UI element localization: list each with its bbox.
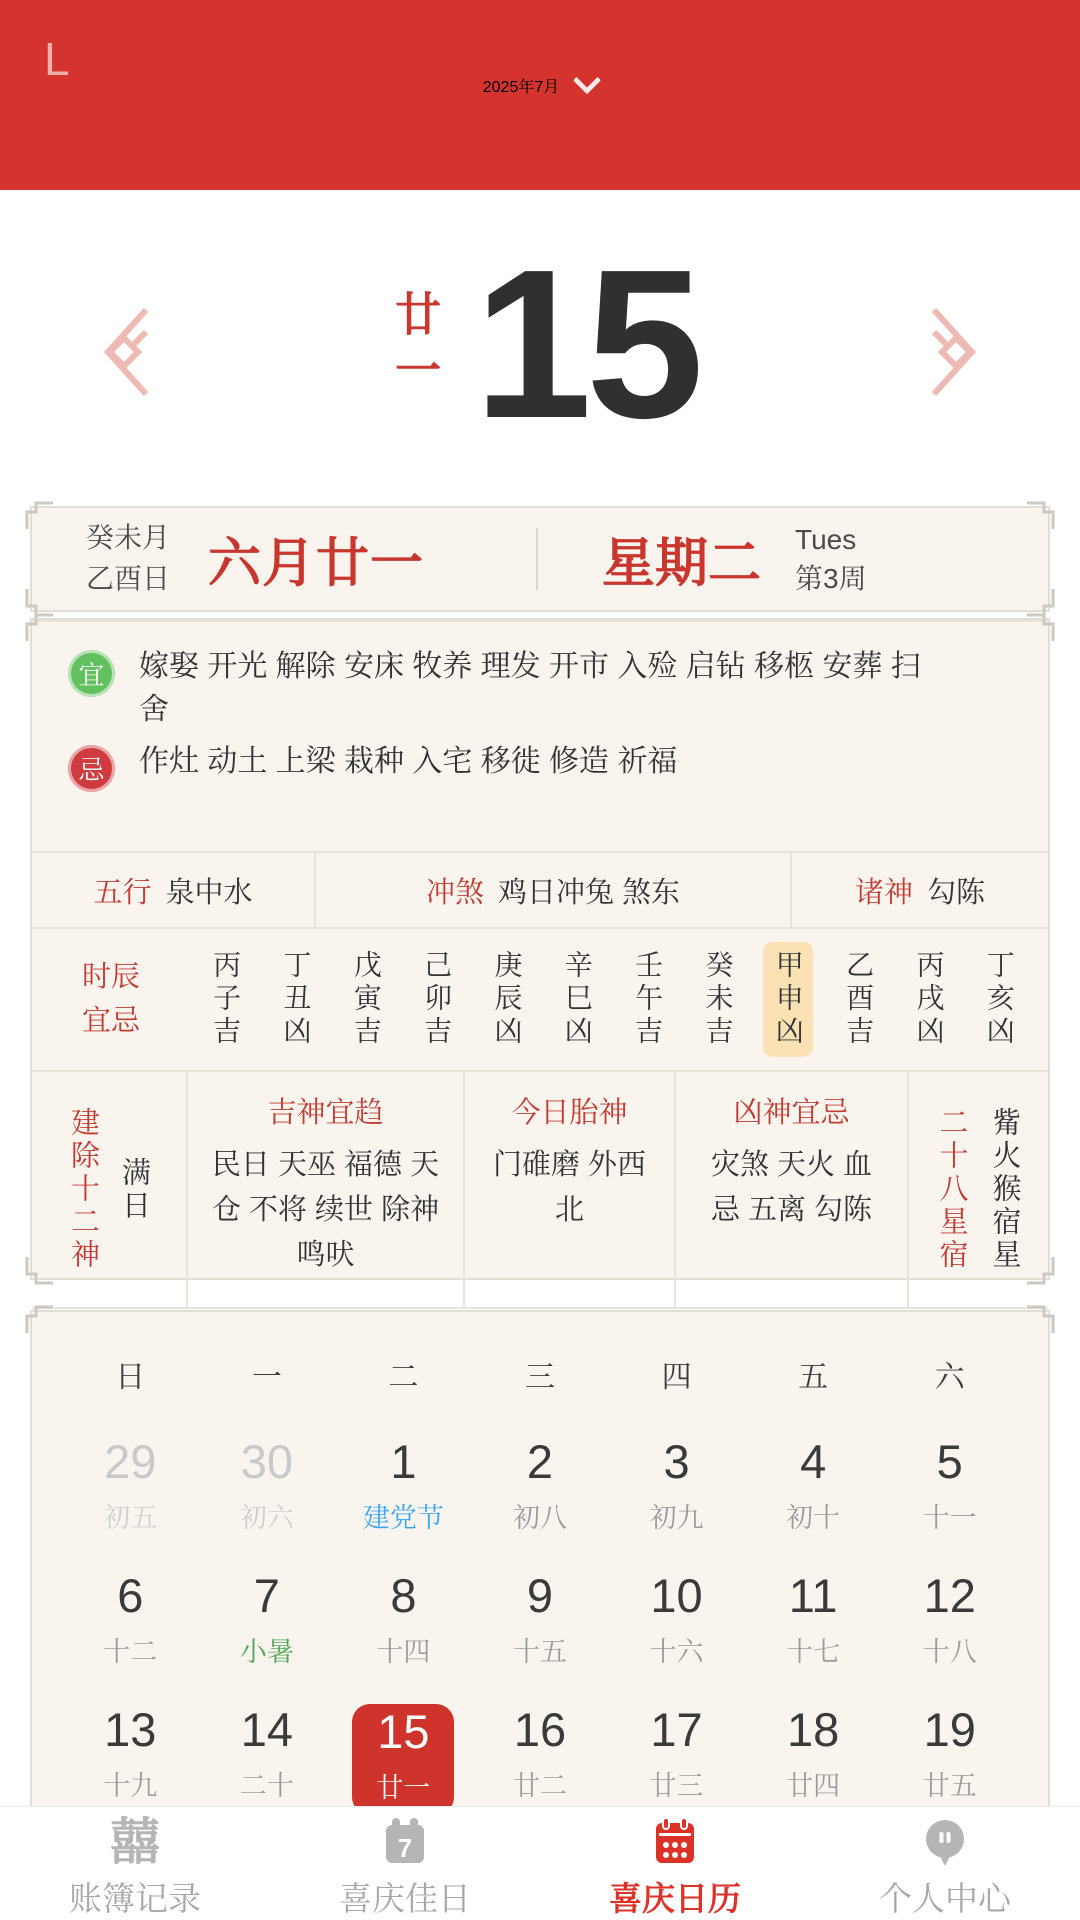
day-hero (0, 190, 1080, 505)
evil-gods-cell (674, 1072, 907, 1307)
card-corner-ornament (24, 1256, 54, 1286)
hour-column: 己卯吉 (421, 950, 453, 1049)
calendar-day-selected[interactable]: 15 廿一 (335, 1704, 472, 1822)
mansion-value: 觜火猴宿星 (988, 1107, 1021, 1272)
jianchu-label: 建除十二神 (67, 1107, 99, 1272)
mansion-label: 二十八星宿 (935, 1107, 968, 1272)
week-meta-block (795, 520, 867, 598)
chevron-down-icon (573, 66, 601, 94)
fetal-god-cell (463, 1072, 674, 1307)
hour-column: 丙戌凶 (913, 950, 945, 1049)
calendar-day[interactable]: 13 十九 (103, 1703, 158, 1801)
hours-luck-label: 时辰宜忌 (81, 961, 140, 1037)
deities-value: 勾陈 (927, 876, 986, 909)
calendar-day[interactable]: 5 十一 (922, 1435, 977, 1533)
bottom-tab-bar (0, 1806, 1080, 1920)
weekday-header: 六 (934, 1361, 965, 1394)
auspicious-row (68, 646, 1048, 731)
jianchu-value: 满日 (118, 1156, 150, 1223)
calendar-day[interactable]: 14 二十 (239, 1703, 294, 1801)
hour-column: 丙子吉 (210, 950, 242, 1049)
calendar-day[interactable]: 7 小暑 (239, 1569, 294, 1667)
hour-column: 戊寅吉 (350, 950, 382, 1049)
hero-lunar-day: 廿一 (389, 290, 442, 402)
calendar-day[interactable]: 11 十七 (786, 1569, 841, 1667)
calendar-grid-icon (648, 1815, 702, 1869)
card-corner-ornament (1026, 1256, 1056, 1286)
week-number: 第3周 (795, 563, 867, 594)
card-corner-ornament (24, 500, 54, 530)
fetal-god-value: 门碓磨 外西北 (492, 1149, 647, 1226)
jianchu-cell (32, 1072, 186, 1307)
five-elements-value: 泉中水 (165, 876, 253, 909)
hour-column: 乙酉吉 (843, 950, 875, 1049)
hours-luck-row (32, 927, 1048, 1070)
weekday: 星期二 (602, 534, 762, 593)
card-corner-ornament (1026, 1304, 1056, 1334)
ganzhi-month: 癸未月 (86, 522, 171, 554)
svg-text:7: 7 (397, 1833, 413, 1863)
fetal-god-label: 今日胎神 (511, 1097, 628, 1129)
hour-column: 辛巳凶 (561, 950, 593, 1049)
deities-label: 诸神 (854, 876, 913, 909)
weekday-header: 四 (661, 1361, 692, 1394)
gods-section (32, 1070, 1048, 1307)
card-corner-ornament (1026, 612, 1056, 642)
header-corner-mark: L (44, 33, 70, 85)
card-corner-ornament (24, 612, 54, 642)
inauspicious-badge-icon: 忌 (68, 745, 115, 792)
tab-festive-calendar[interactable]: 喜庆日历 (540, 1807, 810, 1920)
almanac-card (30, 618, 1050, 1280)
clash-label: 冲煞 (425, 876, 484, 909)
ganzhi-day: 乙酉日 (86, 563, 171, 594)
lucky-gods-cell (186, 1072, 463, 1307)
calendar-day[interactable]: 1 建党节 (362, 1435, 444, 1533)
hour-column: 壬午吉 (632, 950, 664, 1049)
hour-column: 庚辰凶 (491, 950, 523, 1049)
calendar-day[interactable]: 19 廿五 (922, 1703, 977, 1801)
calendar-day[interactable]: 30 初六 (239, 1435, 294, 1533)
clash-cell (314, 853, 790, 927)
month-title: 2025年7月 (482, 79, 560, 96)
month-grid (62, 1436, 1018, 1822)
five-elements-label: 五行 (93, 876, 152, 909)
hero-day-number: 15 (474, 225, 698, 462)
lucky-gods-value: 民日 天巫 福德 天仓 不将 续世 除神 鸣吠 (211, 1149, 440, 1271)
ganzhi-block (86, 518, 170, 599)
tab-festive-days[interactable]: 7 喜庆佳日 (270, 1807, 540, 1920)
double-happiness-icon: 囍 (110, 1814, 160, 1870)
deities-cell (790, 853, 1048, 927)
weekday-header: 三 (524, 1361, 555, 1394)
weekday-header: 一 (251, 1361, 282, 1394)
calendar-day[interactable]: 17 廿三 (649, 1703, 704, 1801)
calendar-day[interactable]: 2 初八 (512, 1435, 567, 1533)
hours-luck-columns (190, 942, 1048, 1057)
next-day-ornament-icon[interactable] (920, 302, 992, 402)
calendar-day[interactable]: 9 十五 (512, 1569, 567, 1667)
weekday-header-row (62, 1352, 1018, 1396)
inauspicious-list: 作灶 动土 上梁 栽种 入宅 移徙 修造 祈福 (139, 745, 678, 779)
hour-column: 丁丑凶 (280, 950, 312, 1049)
yi-ji-section (32, 620, 1048, 851)
month-picker[interactable] (0, 74, 1080, 97)
calendar-day[interactable]: 29 初五 (103, 1435, 158, 1533)
evil-gods-label: 凶神宜忌 (733, 1097, 850, 1129)
month-grid-card (30, 1310, 1050, 1816)
calendar-day[interactable]: 16 廿二 (512, 1703, 567, 1801)
app-header (0, 0, 1080, 190)
calendar-day[interactable]: 6 十二 (103, 1569, 158, 1667)
tab-account-records[interactable]: 囍 账簿记录 (69, 1814, 201, 1917)
calendar-day[interactable]: 18 廿四 (786, 1703, 841, 1801)
five-elements-cell (32, 853, 314, 927)
evil-gods-value: 灾煞 天火 血忌 五离 勾陈 (710, 1149, 873, 1226)
lucky-gods-label: 吉神宜趋 (267, 1097, 384, 1129)
auspicious-list: 嫁娶 开光 解除 安床 牧养 理发 开市 入殓 启钻 移柩 安葬 扫舍 (139, 650, 921, 726)
calendar-day[interactable]: 12 十八 (922, 1569, 977, 1667)
calendar-day[interactable]: 4 初十 (786, 1435, 841, 1533)
card-corner-ornament (1026, 500, 1056, 530)
weekday-header: 五 (798, 1361, 829, 1394)
weekday-en: Tues (795, 523, 857, 555)
card-corner-ornament (24, 1304, 54, 1334)
person-icon (918, 1815, 972, 1869)
clash-value: 鸡日冲兔 煞东 (497, 876, 681, 909)
lunar-date: 六月廿一 (208, 534, 425, 593)
hour-column: 丁亥凶 (983, 950, 1015, 1049)
weekday-header: 二 (388, 1361, 419, 1394)
auspicious-badge-icon: 宜 (68, 650, 115, 697)
tab-personal-center[interactable]: 个人中心 (810, 1807, 1080, 1920)
hour-column: 癸未吉 (702, 950, 734, 1049)
inauspicious-row (68, 741, 1048, 792)
calendar-day[interactable]: 10 十六 (649, 1569, 704, 1667)
hour-column-current: 甲申凶 (763, 942, 813, 1057)
divider (536, 528, 538, 590)
elements-row (32, 851, 1048, 927)
date-info-card (30, 506, 1050, 612)
weekday-header: 日 (115, 1361, 146, 1394)
calendar-day[interactable]: 3 初九 (649, 1435, 704, 1533)
calendar-seven-icon (378, 1815, 432, 1869)
calendar-day[interactable]: 8 十四 (376, 1569, 431, 1667)
